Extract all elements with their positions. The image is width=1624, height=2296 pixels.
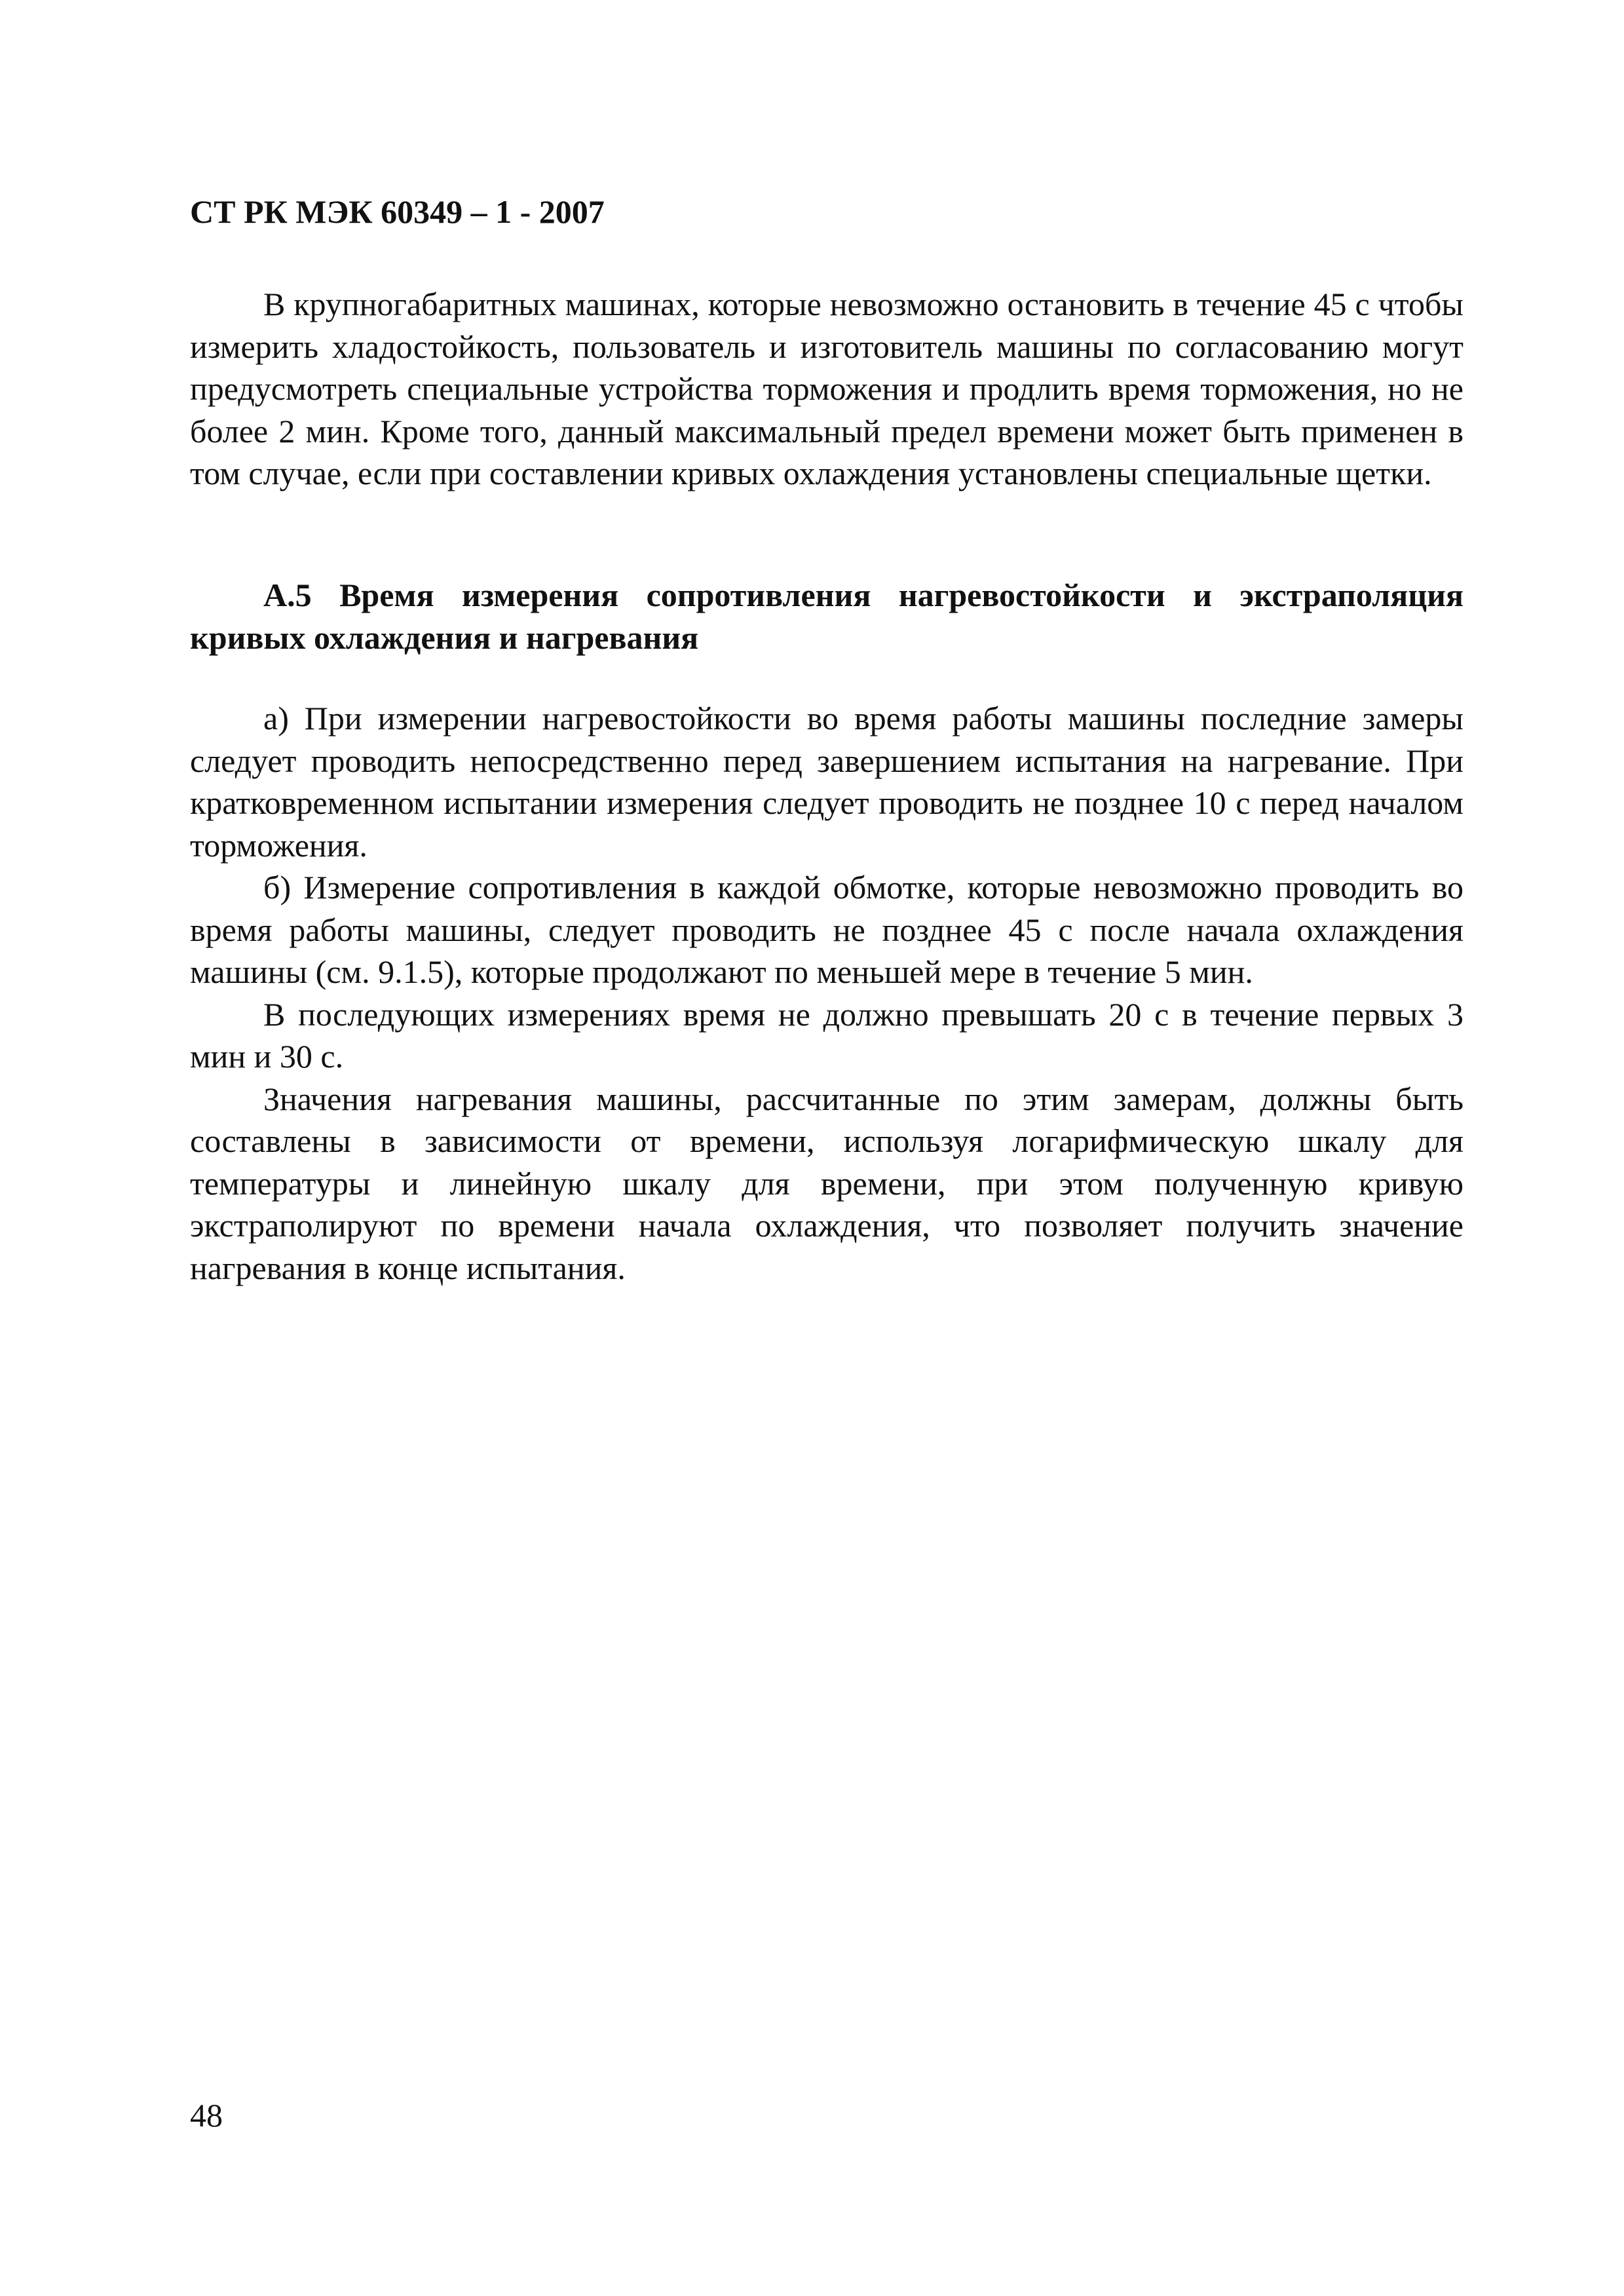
section-heading: А.5 Время измерения сопротивления нагревостойкости и экстраполяция кривых охлаждения и нагревания	[190, 577, 1463, 656]
document-code: СТ РК МЭК 60349 – 1 - 2007	[190, 193, 605, 230]
paragraph-b: б) Измерение сопротивления в каждой обмотке, которые невозможно проводить во время работы машины, следует проводить не позднее 45 с после начала охлаждения машины (см. 9.1.5), которые продолжают по меньшей мере в течение 5 мин.	[190, 869, 1463, 990]
paragraph-extrapolation: Значения нагревания машины, рассчитанные по этим замерам, должны быть составлены в зависимости от времени, используя логарифмическую шкалу для температуры и линейную шкалу для времени, при этом полученную кривую экстраполируют по времени начала охлаждения, что позволяет получить значение нагревания в конце испытания.	[190, 1080, 1463, 1286]
intro-paragraph: В крупногабаритных машинах, которые невозможно остановить в течение 45 с чтобы измерить хладостойкость, пользователь и изготовитель машины по согласованию могут предусмотреть специальные устройства торможения и продлить время торможения, но не более 2 мин. Кроме того, данный максимальный предел времени может быть применен в том случае, если при составлении кривых охлаждения установлены специальные щетки.	[190, 286, 1463, 491]
section-body	[190, 697, 1463, 1289]
page-number: 48	[190, 2097, 223, 2133]
paragraph-subsequent-measurements: В последующих измерениях время не должно превышать 20 с в течение первых 3 мин и 30 с.	[190, 995, 1463, 1075]
paragraph-a: а) При измерении нагревостойкости во время работы машины последние замеры следует проводить непосредственно перед завершением испытания на нагревание. При кратковременном испытании измерения следует проводить не позднее 10 с перед началом торможения.	[190, 700, 1463, 864]
intro-section	[190, 283, 1463, 495]
